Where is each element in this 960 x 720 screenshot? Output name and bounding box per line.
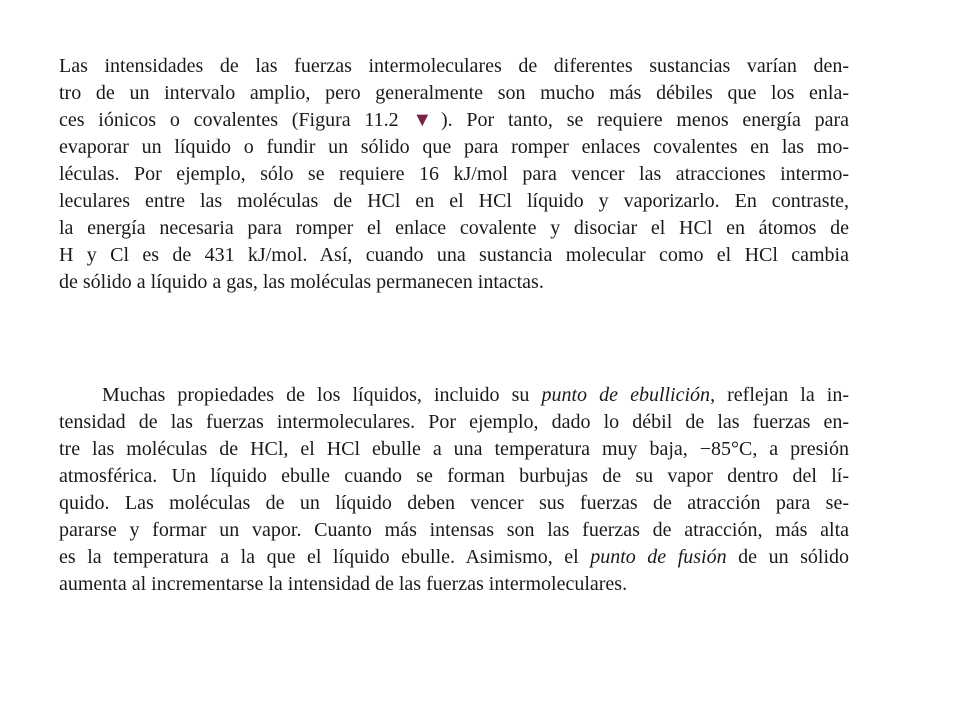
text-line [102,382,849,408]
text-line: pararse y formar un vapor. Cuanto más intensas son las fuerzas de atracción, más alta [59,519,849,541]
text-span: ces iónicos o covalentes (Figura 11.2 [59,109,399,131]
term-melting-point: punto de fusión [590,546,727,568]
text-line: aumenta al incrementarse la intensidad de las fuerzas intermoleculares. [59,573,628,595]
text-line: tensidad de las fuerzas intermoleculares. Por ejemplo, dado lo débil de las fuerzas en- [59,411,849,433]
text-line: leculares entre las moléculas de HCl en el HCl líquido y vaporizarlo. En contraste, [59,190,849,212]
text-line: quido. Las moléculas de un líquido deben vencer sus fuerzas de atracción para se- [59,492,849,514]
text-line: evaporar un líquido o fundir un sólido que para romper enlaces covalentes en las mo- [59,136,849,158]
text-span: Muchas propiedades de los líquidos, incluido su [102,384,530,406]
text-line: tre las moléculas de HCl, el HCl ebulle a una temperatura muy baja, −85°C, a presión [59,438,849,460]
text-line [59,544,849,570]
text-line [59,107,849,133]
text-line: léculas. Por ejemplo, sólo se requiere 16 kJ/mol para vencer las atracciones intermo- [59,163,849,185]
text-span: de un sólido [738,546,850,568]
term-boiling-point: punto de ebullición [541,384,711,406]
text-line: de sólido a líquido a gas, las moléculas permanecen intactas. [59,271,544,293]
text-line: Las intensidades de las fuerzas intermoleculares de diferentes sustancias varían den- [59,55,849,77]
text-line: la energía necesaria para romper el enlace covalente y disociar el HCl en átomos de [59,217,849,239]
figure-ref-triangle-icon: ▼ [412,109,441,131]
text-span: , reflejan la in- [710,384,850,406]
text-span: ). Por tanto, se requiere menos energía para [440,109,850,131]
text-span: es la temperatura a la que el líquido ebulle. Asimismo, el [59,546,579,568]
text-line: H y Cl es de 431 kJ/mol. Así, cuando una sustancia molecular como el HCl cambia [59,244,849,266]
text-line: tro de un intervalo amplio, pero generalmente son mucho más débiles que los enla- [59,82,849,104]
text-line: atmosférica. Un líquido ebulle cuando se forman burbujas de su vapor dentro del lí- [59,465,849,487]
